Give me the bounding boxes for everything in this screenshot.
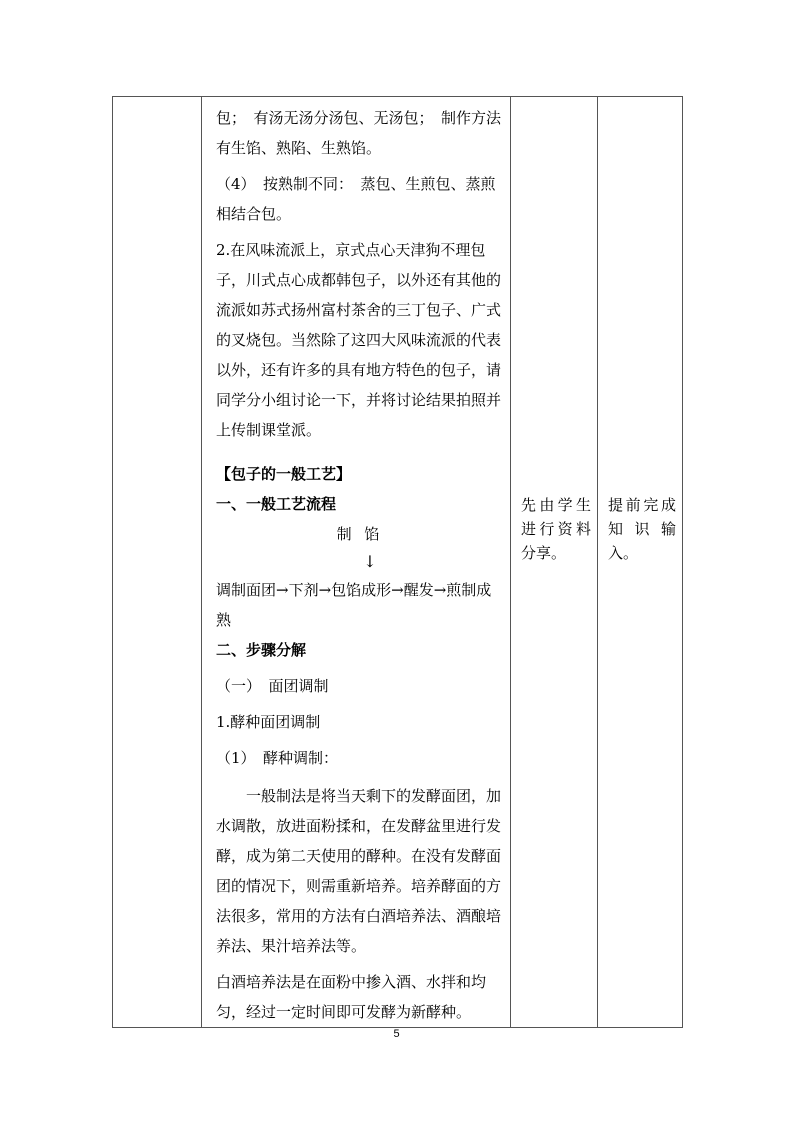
section-title: 【包子的一般工艺】 — [216, 465, 352, 483]
subheading-dough: （一） 面团调制 — [216, 677, 329, 695]
heading-process-flow: 一、一般工艺流程 — [216, 495, 337, 513]
paragraph-starter-method: 一般制法是将当天剩下的发酵面团，加水调散，放进面粉揉和，在发酵盆里进行发酵，成为第二天使用的酵种。在没有发酵面团的情况下，则需重新培养。培养酵面的方法很多，常用的方法有白酒培养法、酒酿培养法、果汁培养法等。 — [216, 787, 502, 955]
paragraph-liquor-method: 白酒培养法是在面粉中掺入酒、水拌和均匀，经过一定时间即可发酵为新酵种。 — [216, 973, 487, 1021]
design-intent-cell — [598, 97, 683, 1028]
design-intent-text: 提前完成知识输入。 — [608, 496, 676, 562]
heading-step-breakdown: 二、步骤分解 — [216, 641, 307, 659]
lesson-plan-table — [112, 96, 683, 1028]
down-arrow-icon: ↓ — [363, 552, 377, 571]
student-activity-cell — [511, 97, 598, 1028]
content-cell — [202, 97, 511, 1028]
subheading-starter-prep: （1） 酵种调制： — [216, 749, 339, 767]
stage-cell — [113, 97, 202, 1028]
text-line-regional-styles: 2.在风味流派上，京式点心天津狗不理包子，川式点心成都韩包子，以外还有其他的流派如苏式扬州富村茶舍的三丁包子、广式的叉烧包。当然除了这四大风味流派的代表以外，还有许多的具有地方特色的包子，请同学分小组讨论一下，并将讨论结果拍照并上传制课堂派。 — [216, 241, 502, 439]
subheading-starter-dough: 1.酵种面团调制 — [216, 713, 321, 731]
flow-main-steps: 调制面团→下剂→包馅成形→醒发→煎制成熟 — [216, 581, 492, 629]
student-activity-text: 先由学生进行资料分享。 — [521, 496, 591, 562]
flow-top-step: 制 馅 — [336, 525, 384, 543]
text-line-cooking-method: （4） 按熟制不同： 蒸包、生煎包、蒸煎相结合包。 — [216, 175, 496, 223]
text-line-fillings: 包； 有汤无汤分汤包、无汤包； 制作方法有生馅、熟陷、生熟馅。 — [216, 109, 502, 157]
page-number: 5 — [393, 1028, 400, 1040]
